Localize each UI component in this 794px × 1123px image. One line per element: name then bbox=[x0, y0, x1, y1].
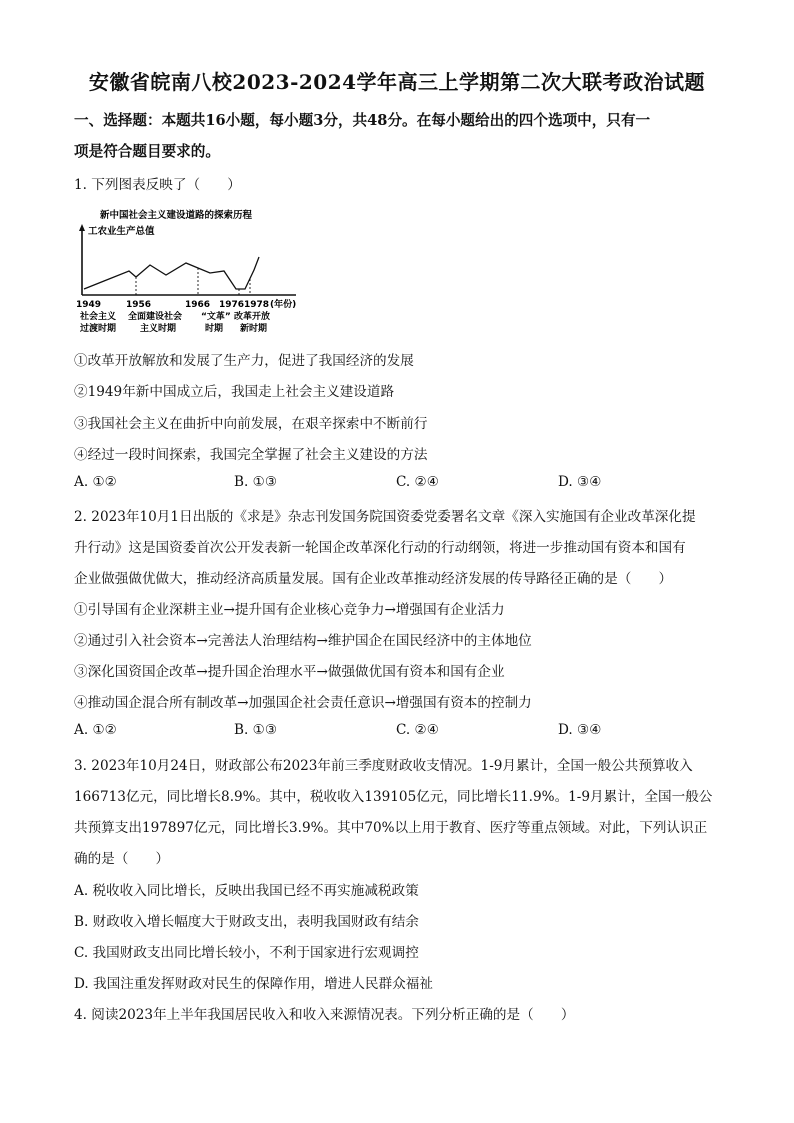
q1-history-chart bbox=[74, 205, 314, 335]
q3-option-d[interactable]: D. 我国注重发挥财政对民生的保障作用，增进人民群众福祉 bbox=[74, 976, 433, 992]
section-instructions-line1: 一、选择题：本题共16小题，每小题3分，共48分。在每小题给出的四个选项中，只有一 bbox=[74, 112, 651, 129]
q1-option-d[interactable]: D. ③④ bbox=[558, 474, 602, 490]
chart-y-arrow bbox=[79, 224, 85, 231]
chart-title: 新中国社会主义建设道路的探索历程 bbox=[100, 210, 253, 221]
exam-title: 安徽省皖南八校2023-2024学年高三上学期第二次大联考政治试题 bbox=[88, 70, 706, 94]
section-instructions-line2: 项是符合题目要求的。 bbox=[74, 143, 220, 160]
q3-option-b[interactable]: B. 财政收入增长幅度大于财政支出，表明我国财政有结余 bbox=[74, 914, 419, 930]
chart-year-1976: 1976 bbox=[219, 300, 245, 310]
q1-option-c[interactable]: C. ②④ bbox=[396, 474, 439, 490]
q1-statement-3: ③我国社会主义在曲折中向前发展，在艰辛探索中不断前行 bbox=[74, 416, 428, 432]
q1-option-a[interactable]: A. ①② bbox=[74, 474, 117, 490]
q1-statement-2: ②1949年新中国成立后，我国走上社会主义建设道路 bbox=[74, 384, 395, 400]
chart-period-4-b: 新时期 bbox=[240, 324, 268, 334]
q2-stem-line1: 2. 2023年10月1日出版的《求是》杂志刊发国务院国资委党委署名文章《深入实施国有企业改革深化提 bbox=[74, 509, 696, 525]
q3-stem-line1: 3. 2023年10月24日，财政部公布2023年前三季度财政收支情况。1-9月累计，全国一般公共预算收入 bbox=[74, 758, 693, 774]
q3-option-a[interactable]: A. 税收收入同比增长，反映出我国已经不再实施减税政策 bbox=[74, 883, 419, 899]
q2-statement-3: ③深化国资国企改革→提升国企治理水平→做强做优国有资本和国有企业 bbox=[74, 664, 505, 680]
q2-statement-2: ②通过引入社会资本→完善法人治理结构→维护国企在国民经济中的主体地位 bbox=[74, 633, 532, 649]
chart-year-unit: (年份) bbox=[270, 300, 297, 310]
q2-option-c[interactable]: C. ②④ bbox=[396, 722, 439, 738]
chart-year-1949: 1949 bbox=[76, 300, 102, 310]
q2-stem-line3: 企业做强做优做大，推动经济高质量发展。国有企业改革推动经济发展的传导路径正确的是（ ） bbox=[74, 571, 673, 587]
chart-period-1-a: 社会主义 bbox=[80, 312, 117, 322]
q4-stem: 4. 阅读2023年上半年我国居民收入和收入来源情况表。下列分析正确的是（ ） bbox=[74, 1007, 575, 1023]
chart-period-2-a: 全面建设社会 bbox=[128, 312, 183, 322]
q2-option-b[interactable]: B. ①③ bbox=[234, 722, 278, 738]
chart-ylabel: 工农业生产总值 bbox=[88, 226, 155, 237]
chart-period-3-a: “文革” bbox=[201, 312, 231, 322]
chart-line bbox=[84, 257, 259, 289]
q2-statement-1: ①引导国有企业深耕主业→提升国有企业核心竞争力→增强国有企业活力 bbox=[74, 602, 505, 618]
q1-option-b[interactable]: B. ①③ bbox=[234, 474, 278, 490]
q2-statement-4: ④推动国企混合所有制改革→加强国企社会责任意识→增强国有资本的控制力 bbox=[74, 695, 532, 711]
q2-option-d[interactable]: D. ③④ bbox=[558, 722, 602, 738]
chart-year-1966: 1966 bbox=[185, 300, 211, 310]
q1-statement-4: ④经过一段时间探索，我国完全掌握了社会主义建设的方法 bbox=[74, 447, 428, 463]
chart-year-1956: 1956 bbox=[126, 300, 152, 310]
q3-option-c[interactable]: C. 我国财政支出同比增长较小，不利于国家进行宏观调控 bbox=[74, 945, 419, 961]
q3-stem-line4: 确的是（ ） bbox=[74, 851, 170, 867]
q2-option-a[interactable]: A. ①② bbox=[74, 722, 117, 738]
chart-period-1-b: 过渡时期 bbox=[80, 324, 117, 334]
q3-stem-line2: 166713亿元，同比增长8.9%。其中，税收收入139105亿元，同比增长11.9%。1-9月累计，全国一般公 bbox=[74, 789, 713, 805]
q1-statement-1: ①改革开放解放和发展了生产力，促进了我国经济的发展 bbox=[74, 353, 414, 369]
chart-period-4-a: 改革开放 bbox=[234, 312, 271, 322]
chart-period-3-b: 时期 bbox=[205, 324, 224, 334]
q1-stem: 1. 下列图表反映了（ ） bbox=[74, 177, 241, 193]
q2-stem-line2: 升行动》这是国资委首次公开发表新一轮国企改革深化行动的行动纲领，将进一步推动国有资本和国有 bbox=[74, 540, 686, 556]
q3-stem-line3: 共预算支出197897亿元，同比增长3.9%。其中70%以上用于教育、医疗等重点领域。对此，下列认识正 bbox=[74, 820, 708, 836]
chart-period-2-b: 主义时期 bbox=[140, 324, 177, 334]
chart-year-1978: 1978 bbox=[244, 300, 270, 310]
